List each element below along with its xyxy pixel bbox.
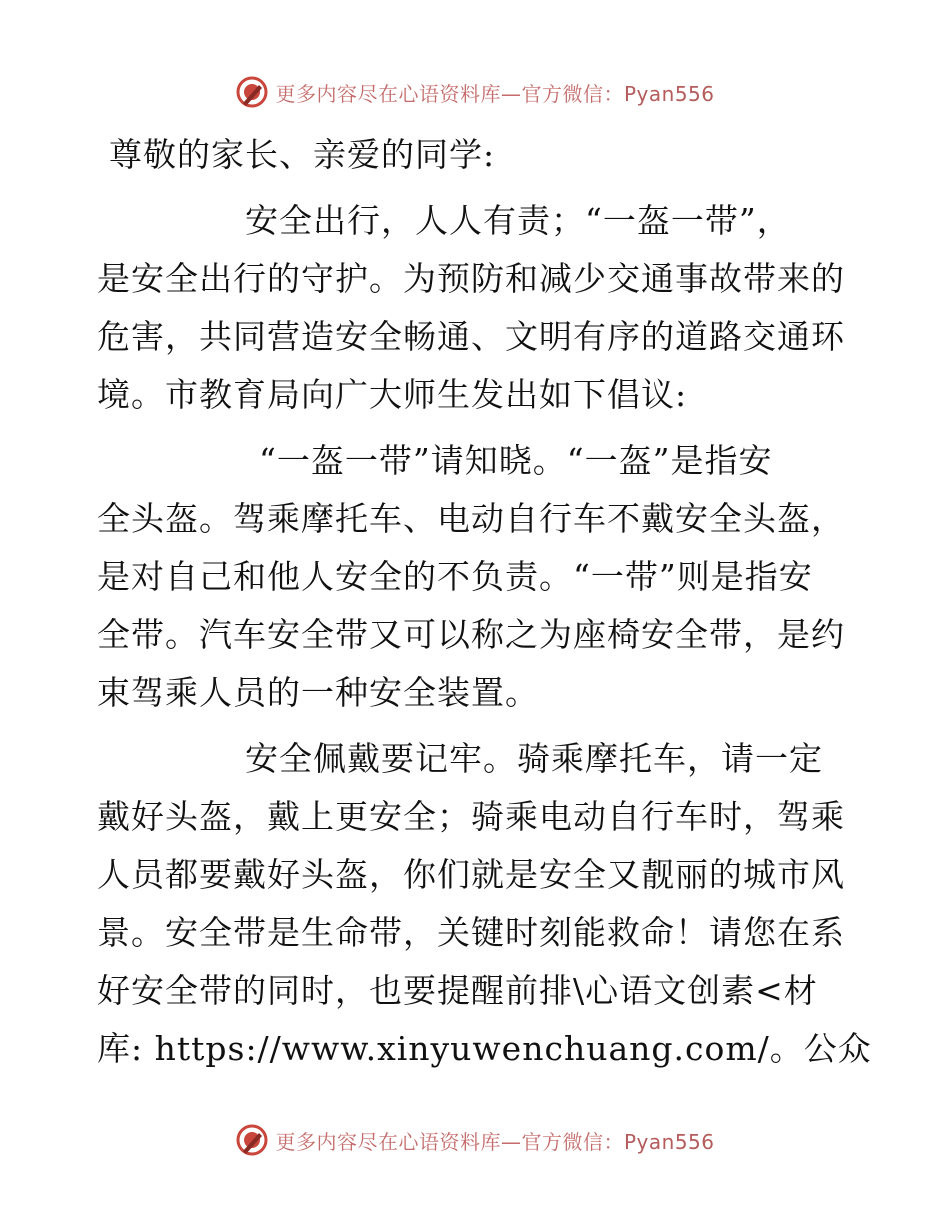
paragraph-line: 景。安全带是生命带，关键时刻能救命！请您在系 [97,913,845,952]
paragraph-line: 人员都要戴好头盔，你们就是安全又靓丽的城市风 [97,855,845,894]
paragraph-line: 是对自己和他人安全的不负责。“一带”则是指安 [97,557,813,596]
paragraph-line: 是安全出行的守护。为预防和减少交通事故带来的 [97,259,845,298]
pen-circle-logo-icon [235,75,269,109]
paragraph-line: 库: https://www.xinyuwenchuang.com/。公众 [97,1029,872,1068]
paragraph-line: 好安全带的同时，也要提醒前排\心语文创素<材 [97,971,818,1010]
paragraph-line: 危害，共同营造安全畅通、文明有序的道路交通环 [97,317,845,356]
paragraph-line: 全带。汽车安全带又可以称之为座椅安全带，是约 [97,615,845,654]
banner-text [275,78,714,107]
footer-watermark-banner [0,1120,950,1160]
banner-wechat-id: Pyan556 [623,81,715,106]
banner-text [275,1126,714,1155]
salutation: 尊敬的家长、亲爱的同学: [109,135,496,174]
pen-circle-logo-icon [235,1123,269,1157]
paragraph-line: “一盔一带”请知晓。“一盔”是指安 [259,441,773,480]
paragraph-line: 戴好头盔，戴上更安全；骑乘电动自行车时，驾乘 [97,797,845,836]
paragraph-line: 境。市教育局向广大师生发出如下倡议: [97,375,688,414]
paragraph-line: 安全出行，人人有责；“一盔一带”， [245,201,791,240]
document-body [97,126,872,1078]
banner-wechat-id: Pyan556 [623,1129,715,1154]
paragraph-line: 安全佩戴要记牢。骑乘摩托车，请一定 [245,739,823,778]
paragraph-3 [97,730,872,1078]
paragraph-line: 全头盔。驾乘摩托车、电动自行车不戴安全头盔， [97,499,845,538]
banner-label: 更多内容尽在心语资料库—官方微信： [275,1129,624,1154]
paragraph-line: 束驾乘人员的一种安全装置。 [97,673,539,712]
paragraph-1 [97,192,857,424]
banner-label: 更多内容尽在心语资料库—官方微信： [275,81,624,106]
paragraph-2 [97,432,857,722]
header-watermark-banner [0,72,950,112]
